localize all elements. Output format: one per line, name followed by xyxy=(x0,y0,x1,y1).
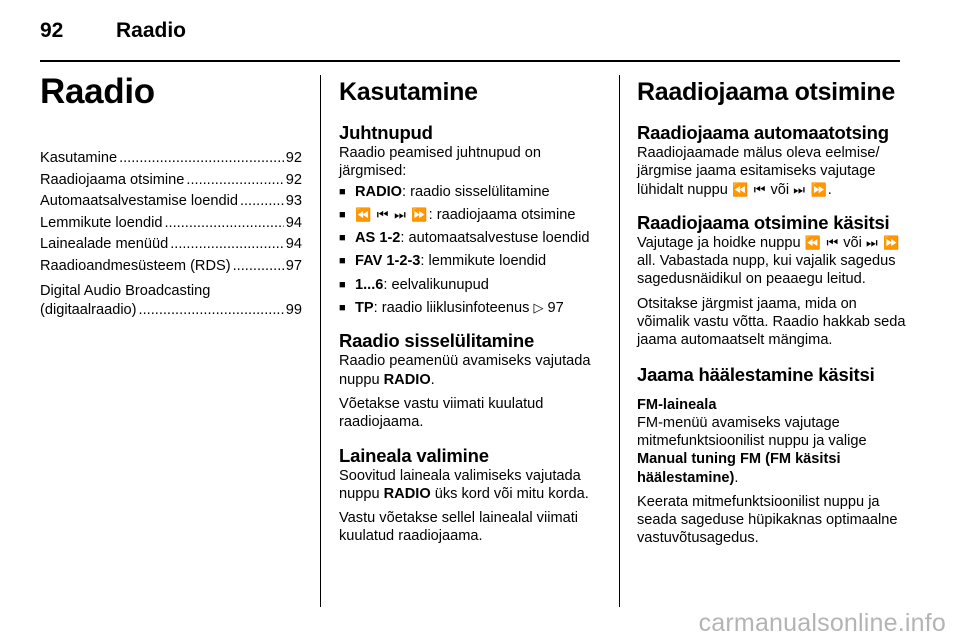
list-item: ■ RADIO: raadio sisselülitamine xyxy=(339,183,607,201)
paragraph: Otsitakse järgmist jaama, mida on võimalik vastu võtta. Raadio hakkab seda jaama automaatselt mängima. xyxy=(637,295,906,349)
list-item: ■ AS 1-2: automaatsalvestuse loendid xyxy=(339,229,607,247)
page-ref-arrow-icon: ▷ xyxy=(533,300,544,316)
toc-entry[interactable]: Raadiojaama otsimine ..... 92 xyxy=(40,172,302,194)
heading-manual-tuning: Jaama häälestamine käsitsi xyxy=(637,363,875,385)
column-title: Kasutamine xyxy=(339,78,478,106)
column-divider-1 xyxy=(320,75,321,607)
page-number: 92 xyxy=(40,19,64,42)
toc-entry[interactable]: Raadioandmesüsteem (RDS) ..... 97 xyxy=(40,258,302,280)
paragraph: Soovitud laineala valimiseks vajutada nuppu RADIO üks kord või mitu korda. xyxy=(339,467,589,502)
heading-controls: Juhtnupud xyxy=(339,122,433,143)
header-rule xyxy=(40,60,900,62)
toc-entry[interactable]: Digital Audio Broadcasting (digitaalraadio) ..... 99 xyxy=(40,282,302,319)
usage-column xyxy=(339,72,607,552)
toc-entry[interactable]: Kasutamine ..... 92 xyxy=(40,150,302,172)
column-divider-2 xyxy=(619,75,620,607)
toc-entry[interactable]: Lainealade menüüd ..... 94 xyxy=(40,236,302,258)
paragraph: Võetakse vastu viimati kuulatud raadiojaama. xyxy=(339,395,544,431)
watermark: carmanualsonline.info xyxy=(698,609,946,637)
paragraph: Vastu võetakse sellel lainealal viimati kuulatud raadiojaama. xyxy=(339,510,579,545)
seek-forward-icon: ⏭ ⏩ xyxy=(793,181,828,197)
paragraph: Raadio peamenüü avamiseks vajutada nuppu RADIO. xyxy=(339,353,591,388)
heading-radio-on: Raadio sisselülitamine xyxy=(339,330,535,352)
heading-band-select: Laineala valimine xyxy=(339,444,489,466)
seek-back-icon: ⏪ ⏮ xyxy=(804,234,840,250)
seek-forward-icon: ⏭ ⏩ xyxy=(865,234,901,250)
toc-entry[interactable]: Automaatsalvestamise loendid ..... 93 xyxy=(40,193,302,215)
paragraph: Keerata mitmefunktsioonilist nuppu ja seada sageduse hüpikaknas optimaalne vastuvõtusagedus. xyxy=(637,493,898,547)
page-ref[interactable]: 97 xyxy=(547,300,564,317)
section-title: Raadio xyxy=(40,72,155,111)
controls-list xyxy=(339,183,607,318)
chapter-title: Raadio xyxy=(116,19,187,42)
subheading-fm: FM-laineala xyxy=(637,396,717,413)
paragraph: FM-menüü avamiseks vajutage mitmefunktsioonilist nuppu ja valige Manual tuning FM (FM käsitsi häälestamine). xyxy=(637,414,867,486)
table-of-contents xyxy=(40,150,302,319)
heading-manual-search: Raadiojaama otsimine käsitsi xyxy=(637,211,890,233)
toc-entry[interactable]: Lemmikute loendid ..... 94 xyxy=(40,215,302,237)
toc-column xyxy=(40,72,302,319)
list-item: ■ 1...6: eelvalikunupud xyxy=(339,276,607,294)
seek-back-icon: ⏪ ⏮ xyxy=(731,181,767,197)
list-item: ■ TP: raadio liiklusinfoteenus ▷ 97 xyxy=(339,299,607,317)
column-title: Raadiojaama otsimine xyxy=(637,78,895,106)
seek-buttons-icon: ⏪ ⏮ ⏭ ⏩ xyxy=(355,206,429,222)
list-item: ■ FAV 1-2-3: lemmikute loendid xyxy=(339,252,607,270)
paragraph: Raadiojaamade mälus oleva eelmise/ järgmise jaama esitamiseks vajutage lühidalt nuppu ⏪ ⏮ või ⏭ ⏩. xyxy=(637,145,880,198)
paragraph: Raadio peamised juhtnupud on järgmised: xyxy=(339,145,542,180)
paragraph: Vajutage ja hoidke nuppu ⏪ ⏮ või ⏭ ⏩ all. Vabastada nupp, kui vajalik sagedus sagedusnäidikul on peaaegu leitud. xyxy=(637,234,901,288)
heading-auto-search: Raadiojaama automaatotsing xyxy=(637,122,889,143)
list-item: ■ ⏪ ⏮ ⏭ ⏩: raadiojaama otsimine xyxy=(339,206,607,224)
station-search-column xyxy=(637,72,907,554)
